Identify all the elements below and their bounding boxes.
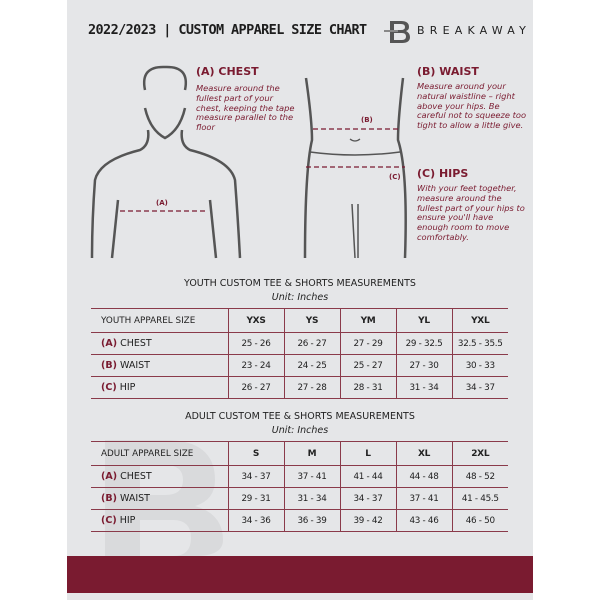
youth-size-table <box>91 308 508 399</box>
size-value-cell: 26 - 27 <box>228 377 284 399</box>
measurement-name: CHEST <box>120 471 152 482</box>
measurement-name: HIP <box>119 515 136 526</box>
header-cell: YOUTH APPAREL SIZE <box>91 309 228 333</box>
size-value-cell: 44 - 48 <box>396 466 452 488</box>
adult-unit: Unit: Inches <box>271 425 329 436</box>
size-value-cell: 30 - 33 <box>452 355 508 377</box>
youth-unit: Unit: Inches <box>271 292 329 303</box>
header-cell: YM <box>340 309 396 333</box>
header-cell: M <box>284 442 340 466</box>
size-value-cell: 24 - 25 <box>284 355 340 377</box>
header-cell: YL <box>396 309 452 333</box>
adult-size-table <box>91 441 508 532</box>
measurement-label <box>91 355 228 377</box>
measurement-name: CHEST <box>120 338 152 349</box>
hips-heading: (C) HIPS <box>417 167 469 180</box>
size-value-cell: 32.5 - 35.5 <box>452 333 508 355</box>
size-value-cell: 48 - 52 <box>452 466 508 488</box>
size-value-cell: 41 - 44 <box>340 466 396 488</box>
size-value-cell: 23 - 24 <box>228 355 284 377</box>
chest-heading: (A) CHEST <box>196 65 259 78</box>
size-value-cell: 34 - 37 <box>228 466 284 488</box>
size-value-cell: 39 - 42 <box>340 510 396 532</box>
measurement-label <box>91 333 228 355</box>
hips-marker: (C) <box>389 173 401 181</box>
size-value-cell: 25 - 26 <box>228 333 284 355</box>
waist-heading: (B) WAIST <box>417 65 479 78</box>
measurement-label <box>91 377 228 399</box>
header-cell: YS <box>284 309 340 333</box>
header-cell: L <box>340 442 396 466</box>
header-cell: YXS <box>228 309 284 333</box>
size-value-cell: 31 - 34 <box>284 488 340 510</box>
size-value-cell: 41 - 45.5 <box>452 488 508 510</box>
size-value-cell: 37 - 41 <box>396 488 452 510</box>
chest-instructions: Measure around the fullest part of your chest, keeping the tape measure parallel to the floor <box>196 83 295 133</box>
table-row <box>91 333 508 355</box>
footer-bar <box>67 556 533 593</box>
header-cell: ADULT APPAREL SIZE <box>91 442 228 466</box>
table-header-row <box>91 442 508 466</box>
size-value-cell: 46 - 50 <box>452 510 508 532</box>
size-value-cell: 31 - 34 <box>396 377 452 399</box>
size-value-cell: 34 - 36 <box>228 510 284 532</box>
measurement-name: WAIST <box>119 360 150 371</box>
header-cell: YXL <box>452 309 508 333</box>
page-title: 2022/2023 | CUSTOM APPAREL SIZE CHART <box>88 22 367 38</box>
measurement-name: WAIST <box>119 493 150 504</box>
table-row <box>91 510 508 532</box>
table-row <box>91 355 508 377</box>
size-value-cell: 34 - 37 <box>452 377 508 399</box>
measurement-letter: (B) <box>101 360 117 371</box>
table-row <box>91 488 508 510</box>
size-value-cell: 27 - 30 <box>396 355 452 377</box>
measurement-label <box>91 510 228 532</box>
measurement-name: HIP <box>119 382 136 393</box>
measurement-label <box>91 466 228 488</box>
table-header-row <box>91 309 508 333</box>
size-value-cell: 37 - 41 <box>284 466 340 488</box>
measurement-letter: (C) <box>101 515 117 526</box>
size-value-cell: 25 - 27 <box>340 355 396 377</box>
header-cell: XL <box>396 442 452 466</box>
size-value-cell: 28 - 31 <box>340 377 396 399</box>
measurement-letter: (C) <box>101 382 117 393</box>
size-value-cell: 36 - 39 <box>284 510 340 532</box>
hips-instructions: With your feet together, measure around the fullest part of your hips to ensure you'll have enough room to move comfortably. <box>417 183 525 242</box>
measurement-letter: (A) <box>101 471 118 482</box>
adult-table-title: ADULT CUSTOM TEE & SHORTS MEASUREMENTS <box>185 411 415 422</box>
brand-name: BREAKAWAY <box>417 24 532 37</box>
table-row <box>91 466 508 488</box>
waist-instructions: Measure around your natural waistline – right above your hips. Be careful not to squeeze too tight to allow a little give. <box>417 81 527 131</box>
size-value-cell: 26 - 27 <box>284 333 340 355</box>
size-value-cell: 27 - 29 <box>340 333 396 355</box>
measurement-letter: (A) <box>101 338 118 349</box>
measurement-letter: (B) <box>101 493 117 504</box>
header-cell: 2XL <box>452 442 508 466</box>
size-value-cell: 43 - 46 <box>396 510 452 532</box>
waist-marker: (B) <box>361 116 373 124</box>
header-cell: S <box>228 442 284 466</box>
size-value-cell: 29 - 31 <box>228 488 284 510</box>
size-value-cell: 34 - 37 <box>340 488 396 510</box>
table-row <box>91 377 508 399</box>
chest-marker: (A) <box>156 199 168 207</box>
measurement-label <box>91 488 228 510</box>
youth-table-title: YOUTH CUSTOM TEE & SHORTS MEASUREMENTS <box>184 278 416 289</box>
size-value-cell: 29 - 32.5 <box>396 333 452 355</box>
size-value-cell: 27 - 28 <box>284 377 340 399</box>
